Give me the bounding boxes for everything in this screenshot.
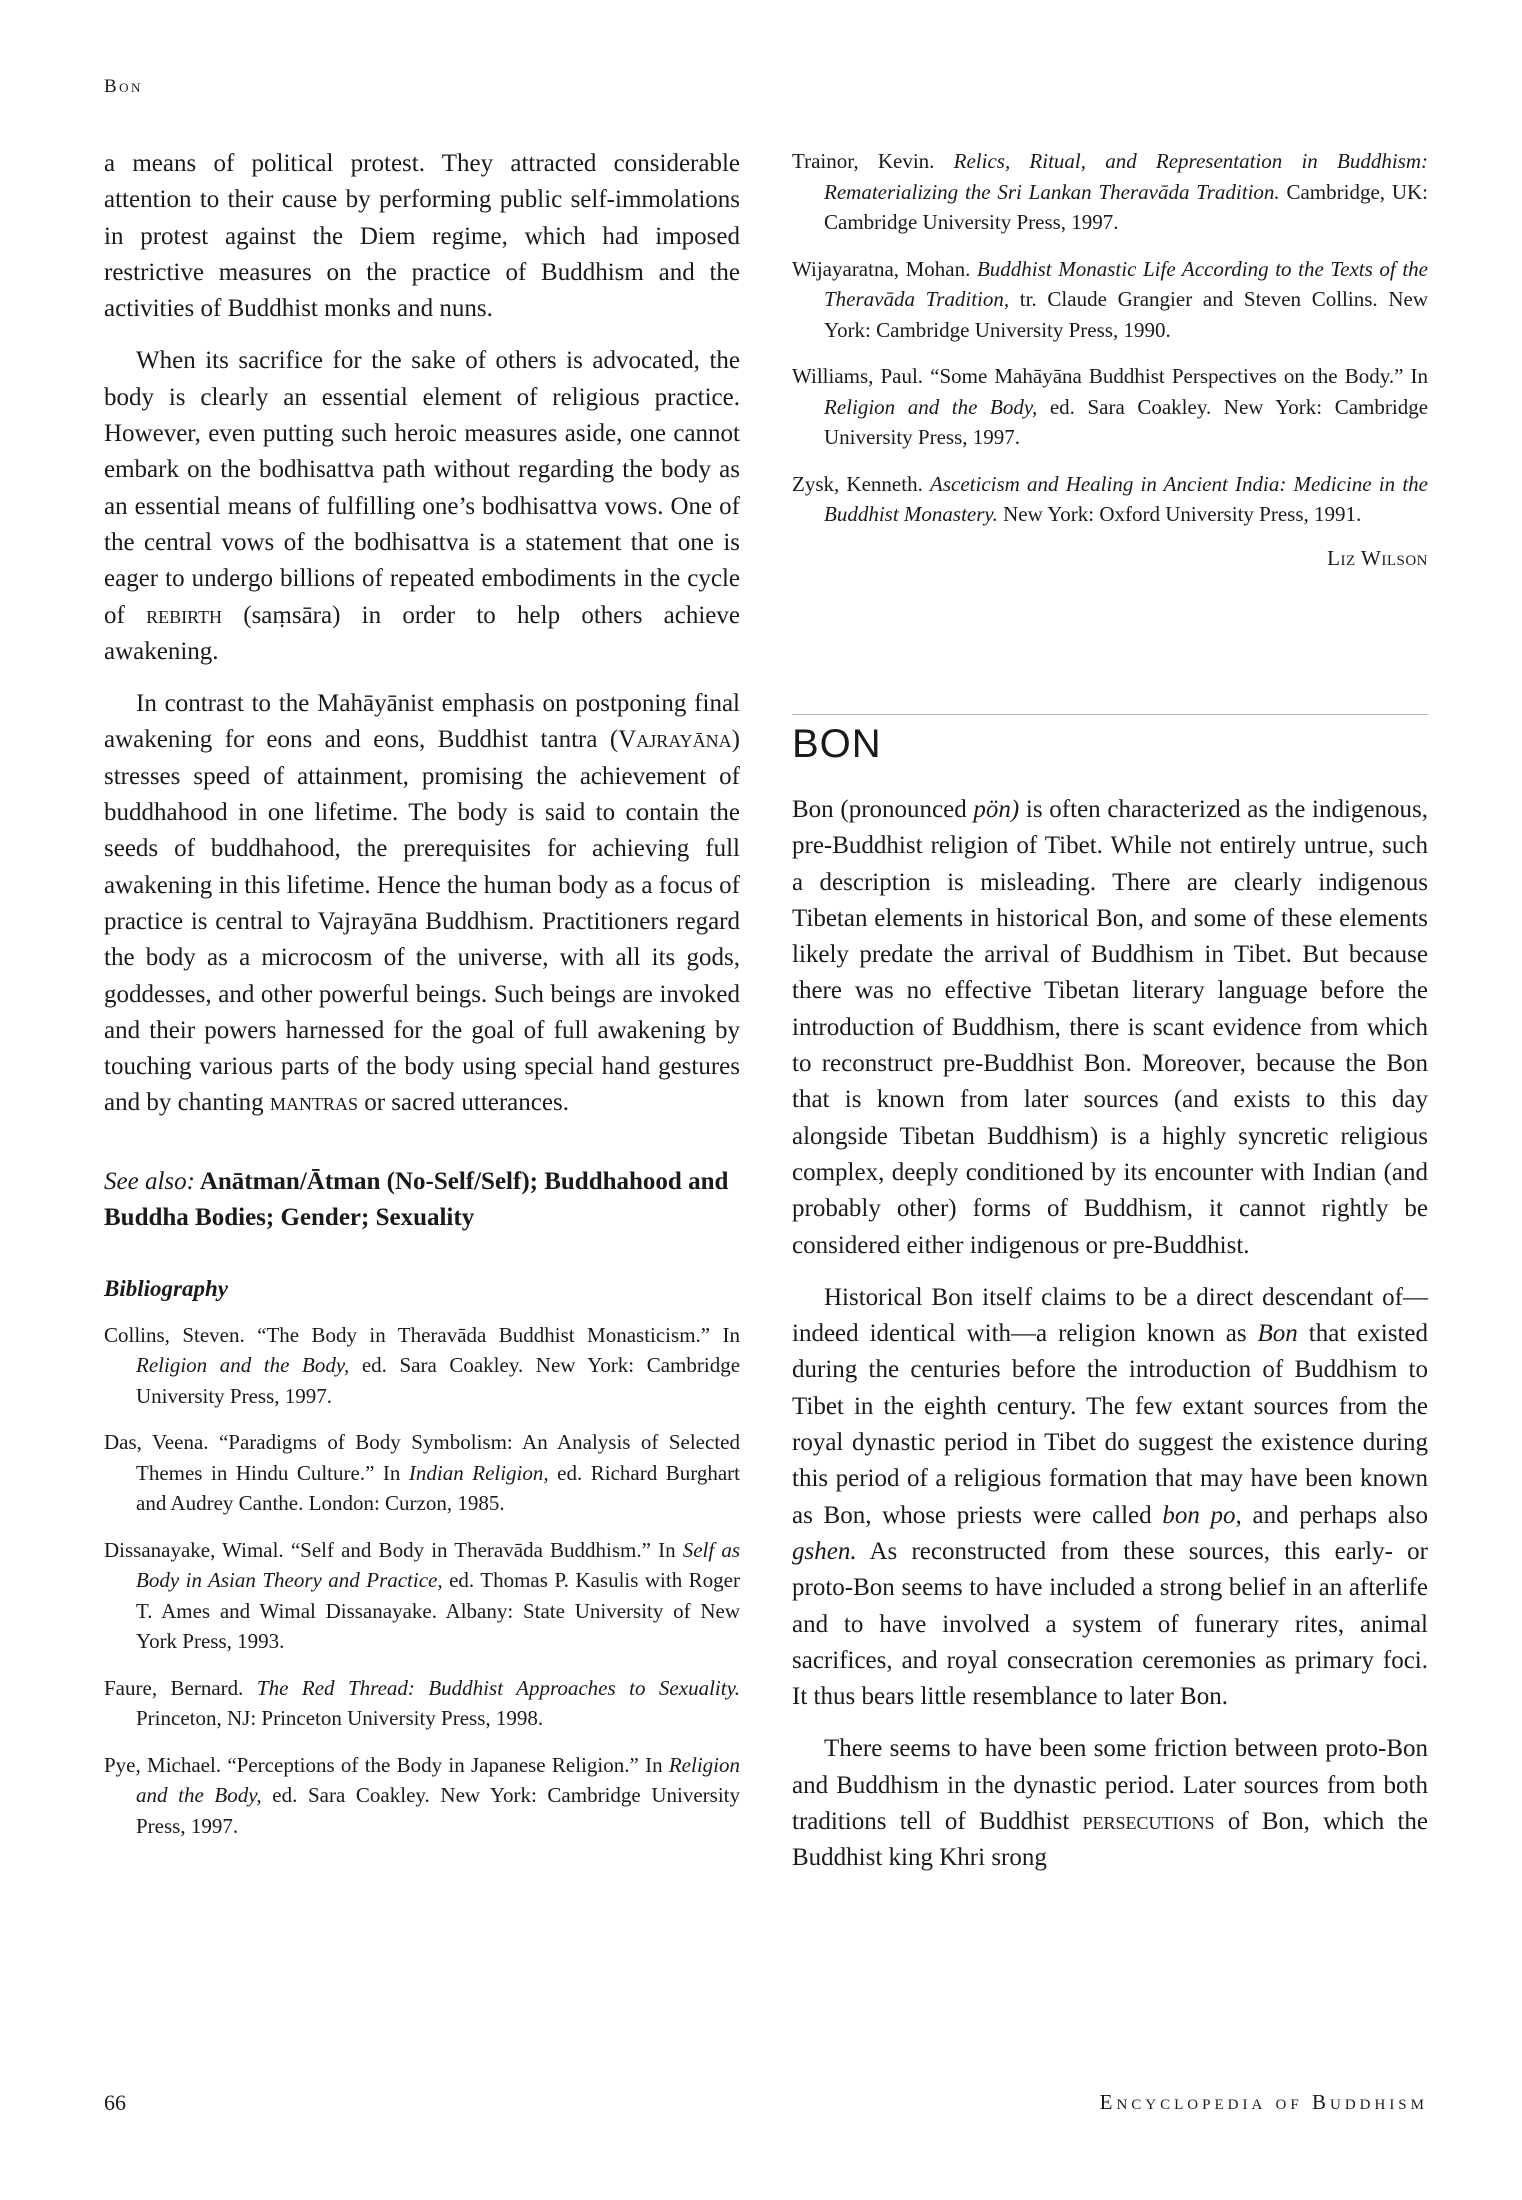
left-column bbox=[104, 146, 740, 1857]
paragraph: a means of political protest. They attracted considerable attention to their cause by performing public self-immolations in protest against the Diem regime, which had imposed restrictive measures on the practice of Buddhism and the activities of Buddhist monks and nuns. bbox=[104, 150, 740, 323]
right-column-bibliography bbox=[792, 146, 1428, 571]
cross-reference-link[interactable]: Vajrayāna bbox=[618, 726, 732, 754]
bibliography-entry: Wijayaratna, Mohan. Buddhist Monastic Life According to the Texts of the Theravāda Tradition, tr. Claude Grangier and Steven Collins. New York: Cambridge University Press, 1990. bbox=[792, 256, 1428, 342]
bibliography-heading: Bibliography bbox=[104, 1275, 228, 1301]
bibliography-entry: Faure, Bernard. The Red Thread: Buddhist Approaches to Sexuality. Princeton, NJ: Princeton University Press, 1998. bbox=[104, 1675, 740, 1731]
see-also-label: See also: bbox=[104, 1167, 195, 1195]
cross-reference-link[interactable]: mantras bbox=[269, 1089, 358, 1117]
see-also-links[interactable]: Anātman/Ātman (No-Self/Self); Buddhahood and Buddha Bodies; Gender; Sexuality bbox=[104, 1167, 729, 1231]
book-title: Encyclopedia of Buddhism bbox=[1099, 2090, 1428, 2114]
bon-article-body bbox=[792, 792, 1428, 1893]
page-number: 66 bbox=[104, 2090, 126, 2115]
bibliography-entry: Collins, Steven. “The Body in Theravāda Buddhist Monasticism.” In Religion and the Body, ed. Sara Coakley. New York: Cambridge University Press, 1997. bbox=[104, 1322, 741, 1408]
paragraph: There seems to have been some friction between proto-Bon and Buddhism in the dynastic period. Later sources from both traditions tell of Buddhist persecutions of Bon, which the Buddhist king Khri srong bbox=[792, 1735, 1428, 1872]
section-title: BON bbox=[792, 722, 882, 766]
cross-reference-link[interactable]: rebirth bbox=[146, 601, 222, 629]
bibliography-entry: Das, Veena. “Paradigms of Body Symbolism: An Analysis of Selected Themes in Hindu Culture.” In Indian Religion, ed. Richard Burghart and Audrey Canthe. London: Curzon, 1985. bbox=[104, 1430, 740, 1516]
cross-reference-link[interactable]: persecutions bbox=[1082, 1808, 1215, 1836]
bibliography-entry: Williams, Paul. “Some Mahāyāna Buddhist Perspectives on the Body.” In Religion and the Body, ed. Sara Coakley. New York: Cambridge University Press, 1997. bbox=[792, 364, 1429, 449]
section-divider bbox=[792, 714, 1428, 715]
bibliography-entry: Trainor, Kevin. Relics, Ritual, and Representation in Buddhism: Rematerializing the Sri Lankan Theravāda Tradition. Cambridge, UK: Cambridge University Press, 1997. bbox=[792, 149, 1429, 234]
running-head: Bon bbox=[104, 76, 143, 97]
paragraph: Bon (pronounced pön) is often characterized as the indigenous, pre-Buddhist religion of Tibet. While not entirely untrue, such a description is misleading. There are clearly indigenous Tibetan elements in historical Bon, and some of these elements likely predate the arrival of Buddhism in Tibet. But because there was no effective Tibetan literary language before the introduction of Buddhism, there is scant evidence from which to reconstruct pre-Buddhist Bon. Moreover, because the Bon that is known from later sources (and exists to this day alongside Tibetan Buddhism) is a highly syncretic religious complex, deeply conditioned by its encounter with Indian (and probably other) forms of Buddhism, it cannot rightly be considered either indigenous or pre-Buddhist. bbox=[792, 796, 1428, 1259]
bibliography-entry: Zysk, Kenneth. Asceticism and Healing in Ancient India: Medicine in the Buddhist Monastery. New York: Oxford University Press, 1991. bbox=[792, 471, 1428, 526]
paragraph: In contrast to the Mahāyānist emphasis on postponing final awakening for eons and eons, Buddhist tantra (Vajrayāna) stresses speed of attainment, promising the achievement of buddhahood in one lifetime. The body is said to contain the seeds of buddhahood, the prerequisites for achieving full awakening in this lifetime. Hence the human body as a focus of practice is central to Vajrayāna Buddhism. Practitioners regard the body as a microcosm of the universe, with all its gods, goddesses, and other powerful beings. Such beings are invoked and their powers harnessed for the goal of full awakening by touching various parts of the body using special hand gestures and by chanting mantras or sacred utterances. bbox=[104, 690, 740, 1117]
paragraph: When its sacrifice for the sake of others is advocated, the body is clearly an essential element of religious practice. However, even putting such heroic measures aside, one cannot embark on the bodhisattva path without regarding the body as an essential means of fulfilling one’s bodhisattva vows. One of the central vows of the bodhisattva is a statement that one is eager to undergo billions of repeated embodiments in the cycle of rebirth (saṃsāra) in order to help others achieve awakening. bbox=[104, 347, 740, 665]
article-author: Liz Wilson bbox=[1327, 545, 1428, 570]
see-also bbox=[104, 1164, 740, 1236]
bibliography-entry: Dissanayake, Wimal. “Self and Body in Theravāda Buddhism.” In Self as Body in Asian Theory and Practice, ed. Thomas P. Kasulis with Roger T. Ames and Wimal Dissanayake. Albany: State University of New York Press, 1993. bbox=[104, 1537, 740, 1654]
bibliography-entry: Pye, Michael. “Perceptions of the Body in Japanese Religion.” In Religion and the Body, ed. Sara Coakley. New York: Cambridge University Press, 1997. bbox=[104, 1752, 741, 1838]
paragraph: Historical Bon itself claims to be a direct descendant of—indeed identical with—a religion known as Bon that existed during the centuries before the introduction of Buddhism to Tibet in the eighth century. The few extant sources from the royal dynastic period in Tibet do suggest the existence during this period of a religious formation that may have been known as Bon, whose priests were called bon po, and perhaps also gshen. As reconstructed from these sources, this early- or proto-Bon seems to have included a strong belief in an afterlife and to have involved a system of funerary rites, animal sacrifices, and royal consecration ceremonies as primary foci. It thus bears little resemblance to later Bon. bbox=[792, 1283, 1429, 1711]
